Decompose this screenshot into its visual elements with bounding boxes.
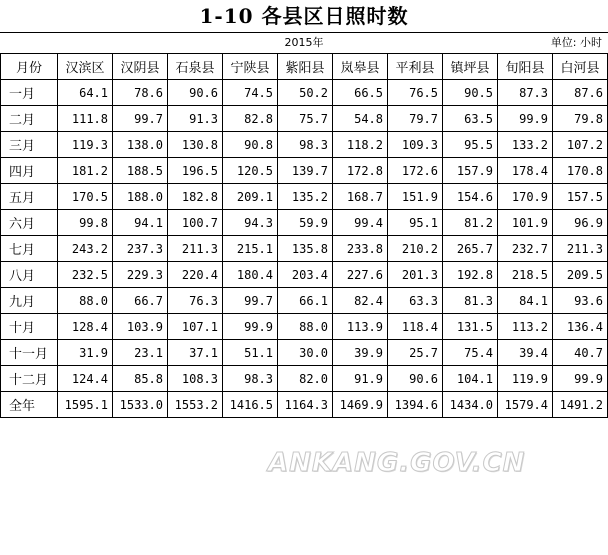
month-cell: 十一月 <box>1 340 58 366</box>
table-row <box>1 80 608 106</box>
value-cell: 82.8 <box>223 106 278 132</box>
value-cell: 151.9 <box>388 184 443 210</box>
value-cell: 107.1 <box>168 314 223 340</box>
value-cell: 209.5 <box>553 262 608 288</box>
value-cell: 1491.2 <box>553 392 608 418</box>
value-cell: 98.3 <box>223 366 278 392</box>
value-cell: 91.3 <box>168 106 223 132</box>
value-cell: 124.4 <box>58 366 113 392</box>
table-row <box>1 288 608 314</box>
value-cell: 30.0 <box>278 340 333 366</box>
value-cell: 90.6 <box>168 80 223 106</box>
value-cell: 51.1 <box>223 340 278 366</box>
value-cell: 154.6 <box>443 184 498 210</box>
year-label: 2015年 <box>284 36 324 49</box>
value-cell: 188.0 <box>113 184 168 210</box>
table-row <box>1 158 608 184</box>
value-cell: 39.9 <box>333 340 388 366</box>
table-row <box>1 210 608 236</box>
value-cell: 66.5 <box>333 80 388 106</box>
value-cell: 178.4 <box>498 158 553 184</box>
value-cell: 81.2 <box>443 210 498 236</box>
value-cell: 63.3 <box>388 288 443 314</box>
value-cell: 1434.0 <box>443 392 498 418</box>
column-header: 石泉县 <box>168 54 223 80</box>
value-cell: 229.3 <box>113 262 168 288</box>
month-cell: 三月 <box>1 132 58 158</box>
value-cell: 1394.6 <box>388 392 443 418</box>
value-cell: 170.5 <box>58 184 113 210</box>
value-cell: 94.1 <box>113 210 168 236</box>
value-cell: 107.2 <box>553 132 608 158</box>
column-header: 旬阳县 <box>498 54 553 80</box>
watermark: ANKANG.GOV.CN <box>268 448 526 478</box>
value-cell: 170.8 <box>553 158 608 184</box>
table-row <box>1 366 608 392</box>
value-cell: 196.5 <box>168 158 223 184</box>
value-cell: 25.7 <box>388 340 443 366</box>
value-cell: 76.3 <box>168 288 223 314</box>
column-header: 紫阳县 <box>278 54 333 80</box>
month-cell: 全年 <box>1 392 58 418</box>
month-cell: 五月 <box>1 184 58 210</box>
value-cell: 1579.4 <box>498 392 553 418</box>
value-cell: 170.9 <box>498 184 553 210</box>
value-cell: 94.3 <box>223 210 278 236</box>
value-cell: 40.7 <box>553 340 608 366</box>
value-cell: 209.1 <box>223 184 278 210</box>
value-cell: 128.4 <box>58 314 113 340</box>
column-header: 岚皋县 <box>333 54 388 80</box>
value-cell: 1533.0 <box>113 392 168 418</box>
value-cell: 99.7 <box>223 288 278 314</box>
value-cell: 95.5 <box>443 132 498 158</box>
sunshine-hours-table <box>0 53 608 418</box>
value-cell: 79.7 <box>388 106 443 132</box>
value-cell: 172.6 <box>388 158 443 184</box>
month-cell: 七月 <box>1 236 58 262</box>
month-cell: 八月 <box>1 262 58 288</box>
value-cell: 136.4 <box>553 314 608 340</box>
value-cell: 237.3 <box>113 236 168 262</box>
value-cell: 74.5 <box>223 80 278 106</box>
value-cell: 130.8 <box>168 132 223 158</box>
value-cell: 96.9 <box>553 210 608 236</box>
value-cell: 85.8 <box>113 366 168 392</box>
value-cell: 113.2 <box>498 314 553 340</box>
value-cell: 243.2 <box>58 236 113 262</box>
value-cell: 59.9 <box>278 210 333 236</box>
column-header: 汉阴县 <box>113 54 168 80</box>
value-cell: 99.9 <box>223 314 278 340</box>
value-cell: 63.5 <box>443 106 498 132</box>
value-cell: 135.8 <box>278 236 333 262</box>
value-cell: 37.1 <box>168 340 223 366</box>
value-cell: 99.8 <box>58 210 113 236</box>
value-cell: 84.1 <box>498 288 553 314</box>
value-cell: 66.7 <box>113 288 168 314</box>
table-row <box>1 314 608 340</box>
table-row <box>1 236 608 262</box>
column-header: 月份 <box>1 54 58 80</box>
month-cell: 一月 <box>1 80 58 106</box>
unit-label: 单位: 小时 <box>550 36 602 49</box>
value-cell: 99.7 <box>113 106 168 132</box>
value-cell: 120.5 <box>223 158 278 184</box>
value-cell: 101.9 <box>498 210 553 236</box>
value-cell: 75.4 <box>443 340 498 366</box>
column-header: 平利县 <box>388 54 443 80</box>
value-cell: 211.3 <box>553 236 608 262</box>
value-cell: 82.4 <box>333 288 388 314</box>
value-cell: 138.0 <box>113 132 168 158</box>
month-cell: 四月 <box>1 158 58 184</box>
value-cell: 227.6 <box>333 262 388 288</box>
value-cell: 82.0 <box>278 366 333 392</box>
value-cell: 1416.5 <box>223 392 278 418</box>
value-cell: 109.3 <box>388 132 443 158</box>
value-cell: 118.4 <box>388 314 443 340</box>
value-cell: 210.2 <box>388 236 443 262</box>
value-cell: 265.7 <box>443 236 498 262</box>
value-cell: 181.2 <box>58 158 113 184</box>
value-cell: 64.1 <box>58 80 113 106</box>
value-cell: 1553.2 <box>168 392 223 418</box>
month-cell: 六月 <box>1 210 58 236</box>
value-cell: 93.6 <box>553 288 608 314</box>
value-cell: 90.5 <box>443 80 498 106</box>
value-cell: 232.7 <box>498 236 553 262</box>
value-cell: 118.2 <box>333 132 388 158</box>
value-cell: 50.2 <box>278 80 333 106</box>
table-row <box>1 392 608 418</box>
value-cell: 182.8 <box>168 184 223 210</box>
value-cell: 201.3 <box>388 262 443 288</box>
month-cell: 十月 <box>1 314 58 340</box>
value-cell: 1164.3 <box>278 392 333 418</box>
value-cell: 233.8 <box>333 236 388 262</box>
value-cell: 108.3 <box>168 366 223 392</box>
table-row <box>1 262 608 288</box>
table-header-row <box>1 54 608 80</box>
value-cell: 113.9 <box>333 314 388 340</box>
value-cell: 99.4 <box>333 210 388 236</box>
column-header: 宁陕县 <box>223 54 278 80</box>
column-header: 汉滨区 <box>58 54 113 80</box>
month-cell: 十二月 <box>1 366 58 392</box>
value-cell: 98.3 <box>278 132 333 158</box>
value-cell: 91.9 <box>333 366 388 392</box>
value-cell: 87.6 <box>553 80 608 106</box>
value-cell: 90.8 <box>223 132 278 158</box>
value-cell: 1469.9 <box>333 392 388 418</box>
page-title: 1-10 各县区日照时数 <box>199 4 409 28</box>
value-cell: 78.6 <box>113 80 168 106</box>
value-cell: 211.3 <box>168 236 223 262</box>
value-cell: 39.4 <box>498 340 553 366</box>
value-cell: 103.9 <box>113 314 168 340</box>
value-cell: 218.5 <box>498 262 553 288</box>
column-header: 镇坪县 <box>443 54 498 80</box>
value-cell: 180.4 <box>223 262 278 288</box>
value-cell: 111.8 <box>58 106 113 132</box>
month-cell: 九月 <box>1 288 58 314</box>
value-cell: 23.1 <box>113 340 168 366</box>
value-cell: 131.5 <box>443 314 498 340</box>
value-cell: 220.4 <box>168 262 223 288</box>
value-cell: 87.3 <box>498 80 553 106</box>
value-cell: 119.9 <box>498 366 553 392</box>
value-cell: 135.2 <box>278 184 333 210</box>
value-cell: 75.7 <box>278 106 333 132</box>
value-cell: 192.8 <box>443 262 498 288</box>
value-cell: 157.9 <box>443 158 498 184</box>
column-header: 白河县 <box>553 54 608 80</box>
value-cell: 168.7 <box>333 184 388 210</box>
value-cell: 203.4 <box>278 262 333 288</box>
value-cell: 1595.1 <box>58 392 113 418</box>
value-cell: 99.9 <box>553 366 608 392</box>
value-cell: 104.1 <box>443 366 498 392</box>
value-cell: 99.9 <box>498 106 553 132</box>
value-cell: 95.1 <box>388 210 443 236</box>
value-cell: 232.5 <box>58 262 113 288</box>
value-cell: 88.0 <box>58 288 113 314</box>
month-cell: 二月 <box>1 106 58 132</box>
table-row <box>1 184 608 210</box>
value-cell: 81.3 <box>443 288 498 314</box>
value-cell: 133.2 <box>498 132 553 158</box>
subtitle-row <box>0 32 608 53</box>
table-row <box>1 106 608 132</box>
value-cell: 54.8 <box>333 106 388 132</box>
value-cell: 88.0 <box>278 314 333 340</box>
value-cell: 79.8 <box>553 106 608 132</box>
value-cell: 139.7 <box>278 158 333 184</box>
value-cell: 172.8 <box>333 158 388 184</box>
value-cell: 188.5 <box>113 158 168 184</box>
value-cell: 119.3 <box>58 132 113 158</box>
value-cell: 31.9 <box>58 340 113 366</box>
value-cell: 76.5 <box>388 80 443 106</box>
value-cell: 157.5 <box>553 184 608 210</box>
value-cell: 90.6 <box>388 366 443 392</box>
table-row <box>1 132 608 158</box>
value-cell: 66.1 <box>278 288 333 314</box>
value-cell: 215.1 <box>223 236 278 262</box>
value-cell: 100.7 <box>168 210 223 236</box>
table-row <box>1 340 608 366</box>
